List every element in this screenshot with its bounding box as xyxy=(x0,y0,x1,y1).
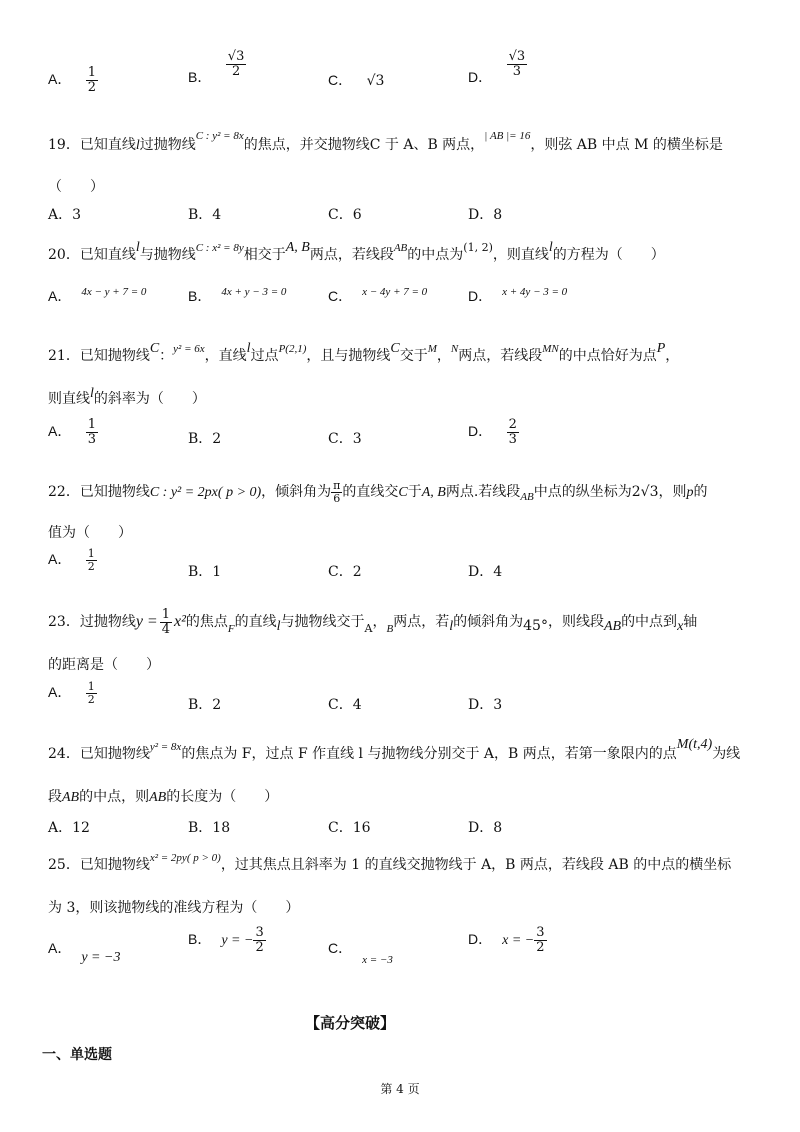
section-title: 【高分突破】 xyxy=(304,1014,395,1032)
q23-option-b: B．2 xyxy=(188,697,222,713)
q24-option-b: B．18 xyxy=(188,820,231,836)
q20-option-c: C． $^{x - 4y + 7 = 0}$ xyxy=(328,286,428,304)
q21-option-c: C．3 xyxy=(328,431,362,447)
question-21: 21．已知抛物线C：$^{y^2 = 6x}$，直线l过点$^{P(2,1)}$，且与抛物线C交于$^M$，$^N$两点，若线段$^{MN}$的中点恰好为点P， xyxy=(48,341,680,364)
question-25: 25．已知抛物线$^{x^2 = 2py( p > 0)}$，过其焦点且斜率为 1 的直线交抛物线于 A，B 两点，若线段 AB 的中点的横坐标 xyxy=(48,852,732,873)
q25-option-b: B． y = − $\frac{3}{2}$ xyxy=(188,925,264,955)
question-21-line2: 则直线l的斜率为（ ） xyxy=(48,386,206,407)
q24-option-c: C．16 xyxy=(328,820,371,836)
q19-option-b: B．4 xyxy=(188,207,222,223)
q18-option-d: D． $\frac{√3}{3}$ xyxy=(468,49,526,86)
q21-option-b: B．2 xyxy=(188,431,222,447)
q20-option-d: D． $^{x + 4y - 3 = 0}$ xyxy=(468,286,568,304)
q24-option-a: A．12 xyxy=(48,820,90,836)
q22-option-c: C．2 xyxy=(328,564,362,580)
q21-option-d: D． $\frac{2}{3}$ xyxy=(468,417,517,447)
q23-option-a: A． $\frac{1}{2}$ xyxy=(48,680,95,706)
q24-option-d: D．8 xyxy=(468,820,503,836)
q23-option-d: D．3 xyxy=(468,697,503,713)
question-23-line2: 的距离是（ ） xyxy=(48,657,160,673)
q20-option-a: A． $^{4x - y + 7 = 0}$ xyxy=(48,286,147,304)
q19-option-a: A．3 xyxy=(48,207,82,223)
q22-option-b: B．1 xyxy=(188,564,222,580)
q22-option-d: D．4 xyxy=(468,564,503,580)
q25-option-a: A．y = −3 xyxy=(48,940,121,965)
page-number: 第 4 页 xyxy=(380,1082,420,1096)
question-25-line2: 为 3，则该抛物线的准线方程为（ ） xyxy=(48,900,300,916)
q18-option-a: A． $\frac{1}{2}$ xyxy=(48,65,97,95)
question-22-line2: 值为（ ） xyxy=(48,525,132,541)
q23-option-c: C．4 xyxy=(328,697,362,713)
question-24-line2: 段AB的中点，则AB的长度为（ ） xyxy=(48,789,279,805)
q18-option-c: C． √3 xyxy=(328,72,385,89)
question-23: 23．过抛物线y = $\frac{1}{4}$ x²的焦点$_F$的直线l与抛物线交于$_A$，$_B$两点，若l的倾斜角为45°，则线段AB的中点到x轴 xyxy=(48,607,698,637)
q19-option-c: C．6 xyxy=(328,207,362,223)
q25-option-d: D． x = − $\frac{3}{2}$ xyxy=(468,925,545,955)
question-24: 24．已知抛物线$^{y^2 = 8x}$的焦点为 F，过点 F 作直线 l 与抛物线分别交于 A，B 两点，若第一象限内的点M(t,4)为线 xyxy=(48,737,741,762)
section-subtitle: 一、单选题 xyxy=(42,1047,112,1063)
q22-option-a: A． $\frac{1}{2}$ xyxy=(48,547,95,573)
q25-option-c: C．$_{x = -3}$ xyxy=(328,940,393,966)
question-20: 20．已知直线l与抛物线$^{C : x^2 = 8y}$相交于A, B两点，若线段$^{AB}$的中点为$^{(1, 2)}$，则直线l的方程为（ ） xyxy=(48,240,665,263)
q18-option-b: B． $\frac{√3}{2}$ xyxy=(188,49,245,86)
q21-option-a: A． $\frac{1}{3}$ xyxy=(48,417,97,447)
question-22: 22．已知抛物线C : y² = 2px( p > 0)，倾斜角为 $\frac{\pi}{6}$ 的直线交C于A, B两点.若线段$_{AB}$中点的纵坐标为2√3，则p的 xyxy=(48,479,708,505)
question-19: 19．已知直线l过抛物线$^{C : y^2 = 8x}$的焦点，并交抛物线C 于 A、B 两点，$^{| AB |= 16}$，则弦 AB 中点 M 的横坐标是 xyxy=(48,130,723,153)
question-19-paren: （ ） xyxy=(48,179,104,195)
q19-option-d: D．8 xyxy=(468,207,503,223)
q20-option-b: B． $^{4x + y - 3 = 0}$ xyxy=(188,286,287,304)
